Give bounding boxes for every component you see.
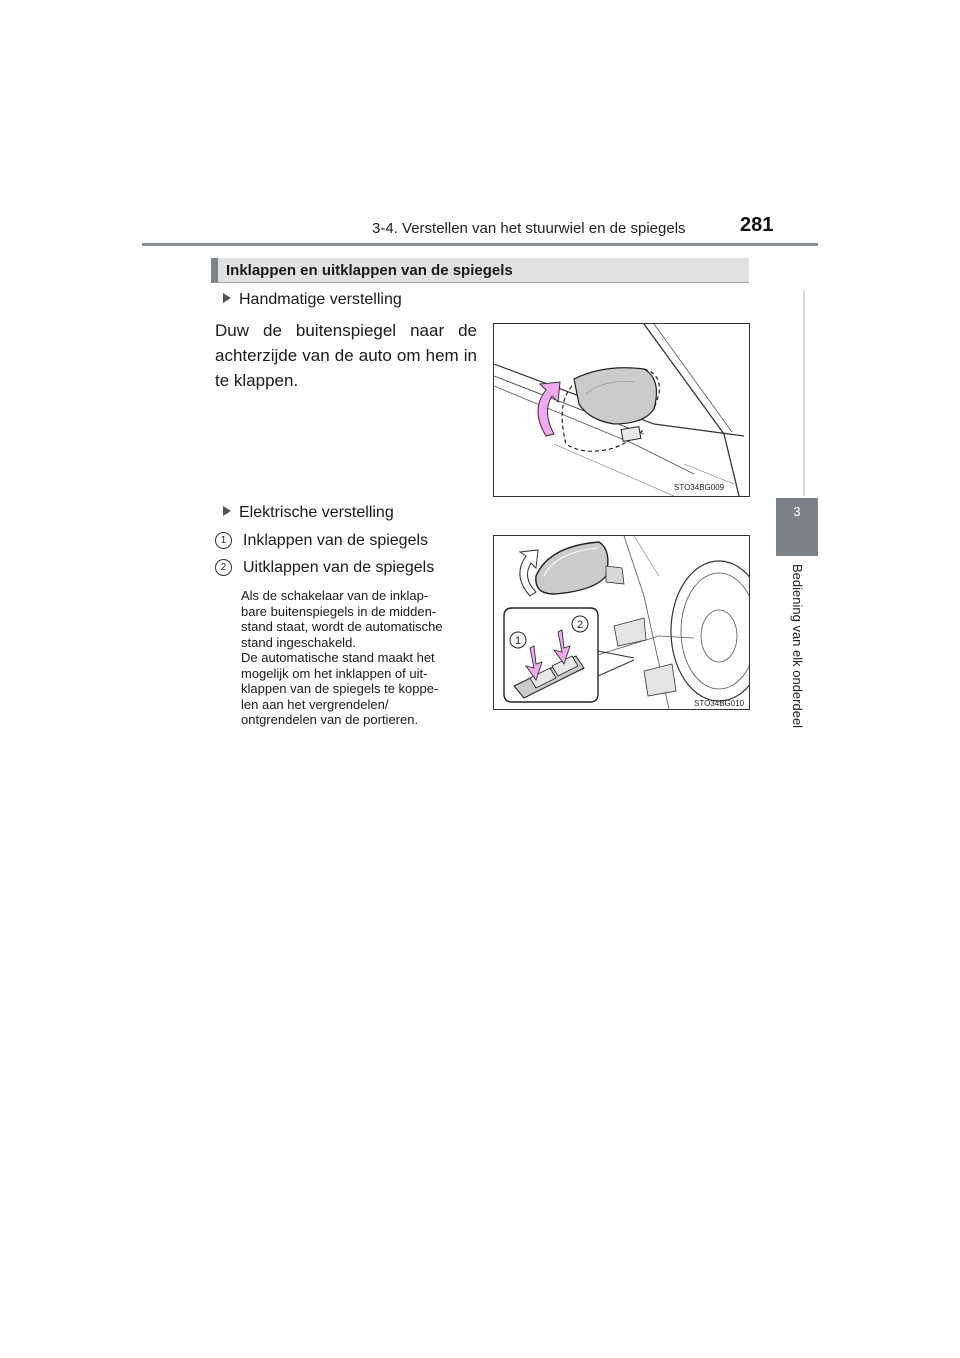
page-number: 281 (740, 214, 774, 236)
switch-illustration (494, 536, 749, 709)
note-line: ontgrendelen van de portieren. (241, 712, 419, 727)
step-text-1: Inklappen van de spiegels (243, 532, 429, 549)
triangle-bullet-icon (223, 293, 231, 303)
note-paragraph (241, 588, 477, 728)
section-heading-text: Inklappen en uitklappen van de spiegels (226, 262, 513, 279)
header-title: 3-4. Verstellen van het stuurwiel en de spiegels (372, 220, 686, 237)
electric-title: Elektrische verstelling (239, 504, 394, 521)
callout-1: 1 (514, 635, 522, 647)
chapter-label: Bediening van elk onderdeel (790, 564, 805, 729)
manual-bullet-title (223, 291, 402, 309)
note-line: len aan het vergrendelen/ (241, 696, 389, 712)
step-number-2: 2 (215, 559, 232, 576)
note-line: mogelijk om het inklappen of uit- (241, 665, 428, 681)
triangle-bullet-icon (223, 506, 231, 516)
note-line: klappen van de spiegels te koppe- (241, 681, 439, 696)
electric-switch-figure (493, 535, 750, 710)
manual-figure-code: STO34BG009 (674, 483, 725, 492)
electric-figure-code: STO34BG010 (694, 699, 745, 708)
chapter-tab-guide (776, 290, 818, 500)
note-line: stand ingeschakeld. (241, 634, 356, 650)
manual-paragraph: Duw de buitenspiegel naar de achterzijde van de auto om hem in te klappen. (215, 321, 477, 390)
mirror-fold-illustration (494, 324, 749, 496)
section-heading (211, 258, 749, 283)
chapter-number: 3 (793, 504, 801, 519)
note-line: stand staat, wordt de automatische (241, 619, 443, 634)
electric-bullet-title (223, 504, 394, 522)
note-line: bare buitenspiegels in de midden- (241, 603, 437, 619)
note-line: Als de schakelaar van de inklap- (241, 588, 429, 603)
note-line: De automatische stand maakt het (241, 650, 435, 665)
step-text-2: Uitklappen van de spiegels (243, 559, 435, 576)
manual-title: Handmatige verstelling (239, 291, 402, 308)
manual-mirror-figure (493, 323, 750, 497)
header-rule (142, 243, 818, 246)
callout-2: 2 (576, 619, 584, 631)
step-number-1: 1 (215, 532, 232, 549)
